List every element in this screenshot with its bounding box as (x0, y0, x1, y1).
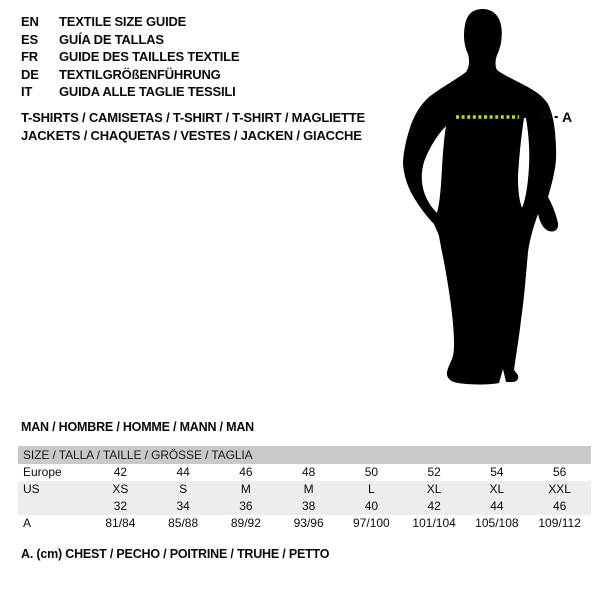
language-row (21, 66, 239, 84)
language-row (21, 48, 239, 66)
size-table-row (18, 481, 591, 498)
size-cell: 97/100 (353, 516, 390, 530)
size-cell: 52 (427, 465, 441, 479)
size-cell: 42 (427, 499, 441, 513)
size-cell: 32 (113, 499, 128, 513)
size-cell: M (303, 482, 314, 496)
size-cell: 34 (176, 499, 190, 513)
size-cell: 46 (552, 499, 567, 513)
section-title-man: MAN / HOMBRE / HOMME / MANN / MAN (21, 420, 254, 434)
language-title: GUÍA DE TALLAS (59, 31, 164, 47)
garment-type-list (21, 109, 365, 144)
language-title: TEXTILGRÖßENFÜHRUNG (59, 66, 221, 82)
size-cell: 38 (301, 499, 316, 513)
size-cell: XS (112, 482, 129, 496)
size-cell: 44 (176, 465, 190, 479)
language-title: GUIDA ALLE TAGLIE TESSILI (59, 84, 236, 99)
garment-type-line: JACKETS / CHAQUETAS / VESTES / JACKEN / GIACCHE (21, 127, 362, 143)
size-cell: M (240, 482, 251, 496)
size-cell: 56 (552, 465, 567, 479)
size-cell: S (179, 482, 188, 496)
size-cell: L (368, 482, 375, 496)
size-cell: 109/112 (538, 516, 581, 530)
size-cell: 89/92 (230, 516, 261, 530)
size-cell: 42 (113, 465, 128, 479)
size-table-row (18, 464, 591, 481)
garment-type-line: T-SHIRTS / CAMISETAS / T-SHIRT / T-SHIRT / MAGLIETTE (21, 110, 365, 125)
man-silhouette-svg (395, 5, 580, 390)
language-code: EN (21, 14, 39, 29)
language-title: GUIDE DES TAILLES TEXTILE (59, 49, 240, 64)
size-cell: 54 (490, 465, 504, 479)
language-row (21, 83, 239, 101)
size-cell: 40 (364, 499, 379, 513)
language-row (21, 13, 239, 31)
language-list (21, 13, 239, 101)
size-table-body (18, 464, 591, 532)
size-table (18, 446, 591, 532)
measurement-label-a: A (562, 109, 573, 125)
size-cell: 85/88 (168, 516, 199, 530)
measurement-footnote: A. (cm) CHEST / PECHO / POITRINE / TRUHE / PETTO (21, 547, 330, 561)
size-cell: 50 (364, 465, 379, 479)
language-title: TEXTILE SIZE GUIDE (59, 14, 187, 29)
size-table-row (18, 515, 591, 532)
size-cell: XL (426, 482, 442, 496)
language-code: ES (21, 31, 38, 47)
language-code: DE (21, 66, 39, 82)
size-cell: XL (489, 482, 505, 496)
size-row-label: US (23, 482, 40, 496)
size-cell: 46 (239, 465, 253, 479)
size-cell: 36 (239, 499, 253, 513)
man-silhouette-figure (395, 5, 580, 390)
size-cell: XXL (548, 482, 571, 496)
size-cell: 81/84 (105, 516, 136, 530)
size-cell: 93/96 (293, 516, 324, 530)
size-table-header: SIZE / TALLA / TAILLE / GRÖSSE / TAGLIA (18, 446, 591, 464)
size-row-label (18, 498, 89, 515)
language-code: FR (21, 49, 38, 64)
size-cell: 101/104 (412, 516, 456, 530)
size-cell: 44 (490, 499, 504, 513)
size-row-label: A (23, 516, 32, 530)
language-code: IT (21, 84, 33, 99)
language-row (21, 31, 239, 49)
size-cell: 105/108 (475, 516, 519, 530)
size-row-label: Europe (23, 465, 62, 479)
size-cell: 48 (301, 465, 316, 479)
size-table-row (18, 498, 591, 515)
